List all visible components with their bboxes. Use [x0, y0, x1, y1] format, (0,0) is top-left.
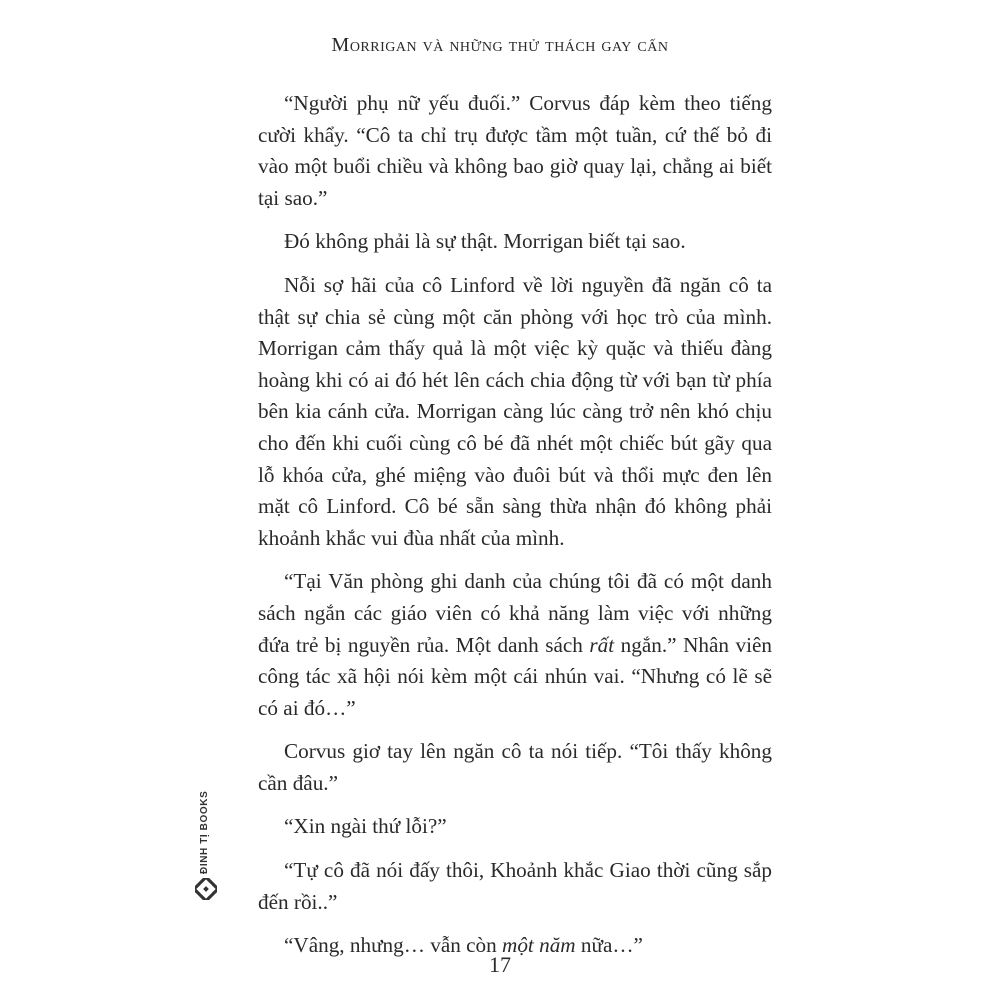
paragraph-4 — [258, 566, 772, 724]
paragraph-4-emphasis: rất — [589, 632, 615, 657]
publisher-name: ĐINH TỊ BOOKS — [199, 790, 210, 874]
paragraph-2: Đó không phải là sự thật. Morrigan biết tại sao. — [284, 229, 686, 254]
paragraph-7: “Tự cô đã nói đấy thôi, Khoảnh khắc Giao thời cũng sắp đến rồi..” — [258, 858, 772, 914]
paragraph-1: “Người phụ nữ yếu đuối.” Corvus đáp kèm theo tiếng cười khẩy. “Cô ta chỉ trụ được tầm một tuần, cứ thế bỏ đi vào một buổi chiều và không bao giờ quay lại, chẳng ai biết tại sao.” — [258, 91, 772, 210]
running-header — [0, 34, 1000, 57]
paragraph-8-text-b: nữa…” — [575, 933, 643, 958]
paragraph-3: Nỗi sợ hãi của cô Linford về lời nguyền đã ngăn cô ta thật sự chia sẻ cùng một căn phòng với học trò của mình. Morrigan cảm thấy quả là một việc kỳ quặc và thiếu đàng hoàng khi có ai đó hét lên cách chia động từ với bạn từ phía bên kia cánh cửa. Morrigan càng lúc càng trở nên khó chịu cho đến khi cuối cùng cô bé đã nhét một chiếc bút gãy qua lỗ khóa cửa, ghé miệng vào đuôi bút và thổi mực đen lên mặt cô Linford. Cô bé sẵn sàng thừa nhận đó không phải khoảnh khắc vui đùa nhất của mình. — [258, 272, 772, 550]
paragraph-6: “Xin ngài thứ lỗi?” — [284, 814, 447, 839]
dinh-ti-logo-icon — [195, 878, 217, 900]
paragraph-4-text-a: “Tại Văn phòng ghi danh của chúng tôi đã có một danh sách ngắn các giáo viên có khả năng làm việc với những đứa trẻ bị nguyền rủa. Một danh sách — [258, 569, 772, 657]
paragraph-8-emphasis: một năm — [502, 933, 576, 958]
paragraph-4-text-b: ngắn.” Nhân viên công tác xã hội nói kèm một cái nhún vai. “Nhưng có lẽ sẽ có ai đó…” — [258, 632, 772, 720]
body-text — [258, 88, 772, 974]
paragraph-8-text-a: “Vâng, nhưng… vẫn còn — [284, 933, 503, 958]
running-header-title: Morrigan và những thử thách gay cấn — [331, 34, 669, 56]
paragraph-5: Corvus giơ tay lên ngăn cô ta nói tiếp. “Tôi thấy không cần đâu.” — [258, 739, 772, 795]
page-number: 17 — [489, 952, 511, 977]
publisher-logo — [192, 790, 220, 908]
